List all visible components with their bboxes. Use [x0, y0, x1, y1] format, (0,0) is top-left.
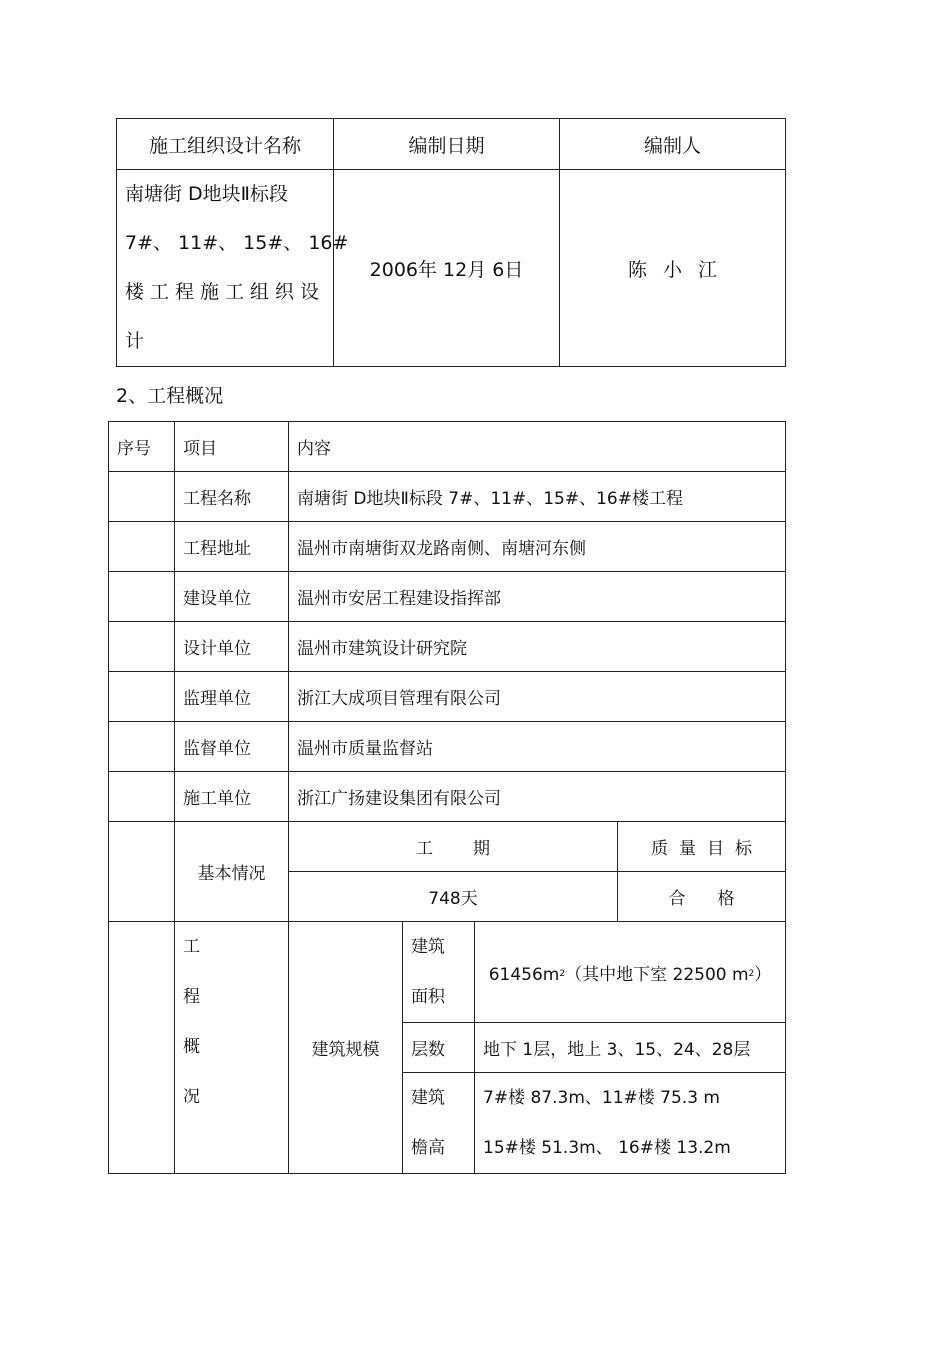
overview-header-row	[109, 422, 786, 472]
area-unit-exponent: 2	[559, 968, 566, 979]
plan-name-cell	[117, 170, 349, 367]
table-row	[109, 572, 786, 622]
row-no	[109, 622, 175, 672]
row-no	[109, 772, 175, 822]
vertical-label-char: 概	[183, 1037, 200, 1057]
plan-info-table	[116, 118, 786, 367]
row-item: 监理单位	[175, 672, 289, 722]
table-row	[109, 472, 786, 522]
header-compiler: 编制人	[560, 119, 786, 170]
period-label: 工期	[416, 839, 530, 859]
row-item: 工程地址	[175, 522, 289, 572]
basic-info-row	[109, 822, 786, 872]
area-value-main: 61456m	[488, 964, 560, 985]
height-label-cell	[403, 1073, 475, 1174]
table-row	[109, 622, 786, 672]
row-no	[109, 572, 175, 622]
row-item: 工程名称	[175, 472, 289, 522]
row-content: 温州市建筑设计研究院	[289, 622, 786, 672]
height-label-line: 建筑	[411, 1088, 445, 1108]
period-label-cell	[289, 822, 618, 872]
compile-date-value: 2006年 12月 6日	[334, 170, 560, 367]
area-value-basement: （其中地下室 22500 m	[565, 964, 749, 985]
height-label-line: 檐高	[411, 1138, 445, 1158]
project-area-row	[109, 922, 786, 1023]
period-value: 748天	[289, 872, 618, 922]
vertical-label-char: 程	[183, 987, 200, 1007]
header-item: 项目	[175, 422, 289, 472]
row-content: 浙江广扬建设集团有限公司	[289, 772, 786, 822]
area-label-line: 建筑	[411, 937, 445, 957]
area-label-line: 面积	[411, 987, 445, 1007]
plan-name-line: 7#、 11#、 15#、 16#	[125, 232, 349, 254]
plan-table-header-row	[117, 119, 786, 170]
compiler-value: 陈小江	[627, 258, 733, 281]
area-label-cell	[403, 922, 475, 1023]
header-no: 序号	[109, 422, 175, 472]
table-row	[109, 522, 786, 572]
floors-value: 地下 1层，地上 3、15、24、28层	[475, 1023, 786, 1073]
row-no	[109, 522, 175, 572]
project-overview-table	[108, 421, 786, 1174]
plan-name-line: 计	[125, 330, 145, 352]
quality-value: 合格	[668, 889, 767, 909]
building-scale-label: 建筑规模	[289, 922, 403, 1174]
row-item: 施工单位	[175, 772, 289, 822]
table-row	[109, 722, 786, 772]
table-row	[109, 672, 786, 722]
row-content: 温州市安居工程建设指挥部	[289, 572, 786, 622]
plan-name-line: 南塘街 D地块Ⅱ标段	[125, 183, 289, 205]
height-value-cell	[475, 1073, 786, 1174]
vertical-label-char: 工	[183, 937, 200, 957]
header-compile-date: 编制日期	[334, 119, 560, 170]
row-content: 温州市质量监督站	[289, 722, 786, 772]
plan-name-line: 楼工程施工组织设	[125, 281, 326, 303]
vertical-label-char: 况	[183, 1087, 200, 1107]
row-no	[109, 722, 175, 772]
row-item: 设计单位	[175, 622, 289, 672]
row-content: 浙江大成项目管理有限公司	[289, 672, 786, 722]
row-content: 温州市南塘街双龙路南侧、南塘河东侧	[289, 522, 786, 572]
row-no	[109, 922, 175, 1174]
header-plan-name: 施工组织设计名称	[117, 119, 334, 170]
project-overview-label	[175, 922, 289, 1174]
area-unit-exponent: 2	[748, 968, 755, 979]
row-no	[109, 822, 175, 922]
height-value-line: 7#楼 87.3m、11#楼 75.3 m	[483, 1088, 720, 1108]
floors-label: 层数	[403, 1023, 475, 1073]
quality-value-cell	[618, 872, 786, 922]
quality-label-cell	[618, 822, 786, 872]
table-row	[109, 772, 786, 822]
section-heading: 2、工程概况	[116, 385, 224, 407]
compiler-cell	[560, 170, 786, 367]
row-no	[109, 472, 175, 522]
row-item: 建设单位	[175, 572, 289, 622]
row-no	[109, 672, 175, 722]
quality-label: 质量目标	[651, 839, 763, 859]
row-content: 南塘街 D地块Ⅱ标段 7#、11#、15#、16#楼工程	[289, 472, 786, 522]
basic-info-label: 基本情况	[175, 822, 289, 922]
plan-table-row	[117, 170, 786, 367]
area-value-end: ）	[754, 964, 772, 985]
row-item: 监督单位	[175, 722, 289, 772]
area-value-cell	[475, 922, 786, 1023]
header-content: 内容	[289, 422, 786, 472]
height-value-line: 15#楼 51.3m、 16#楼 13.2m	[483, 1138, 731, 1158]
